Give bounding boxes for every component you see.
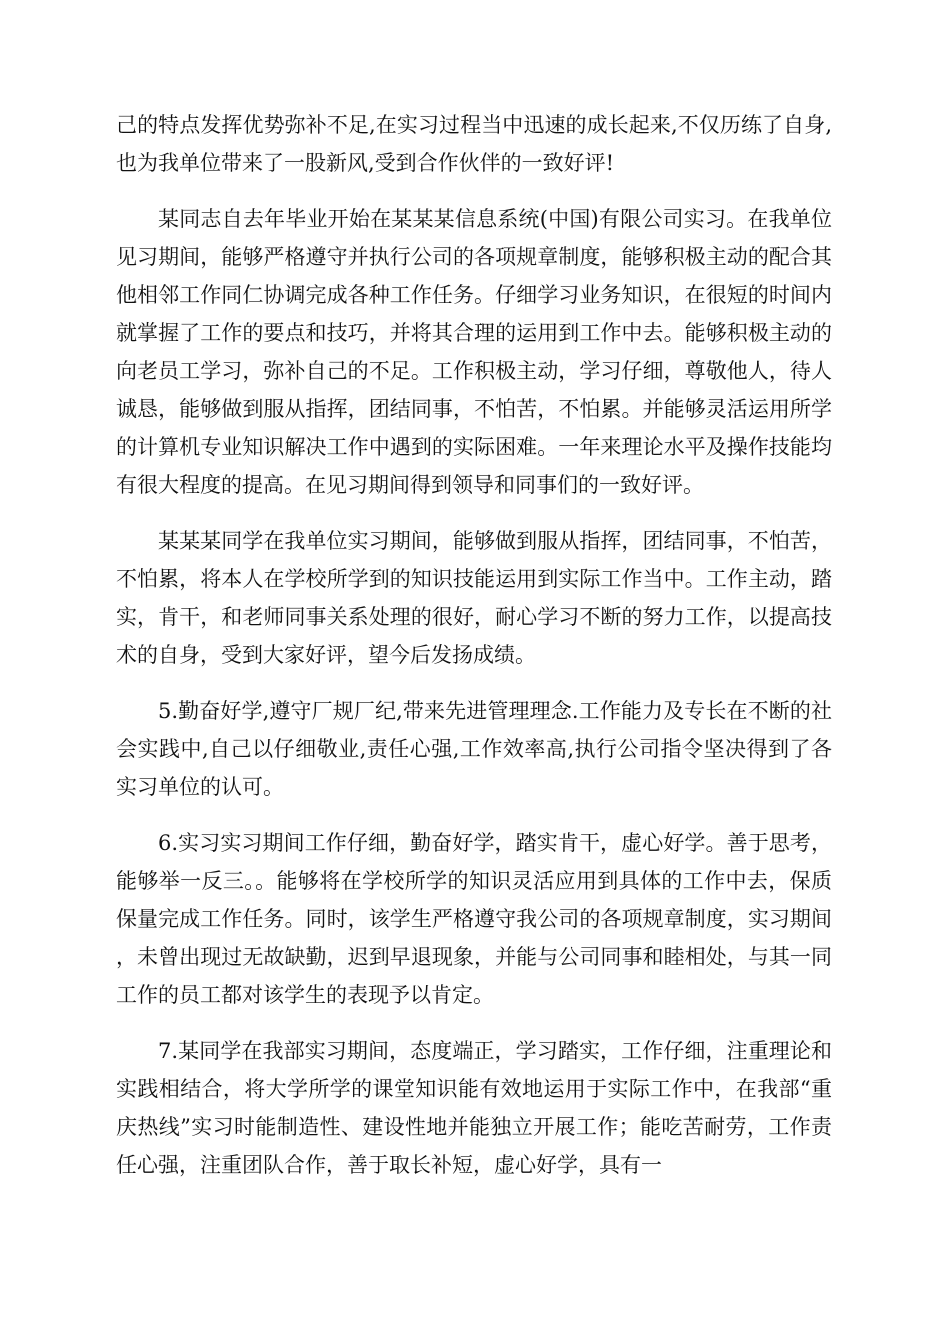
paragraph-evaluation-1: 某同志自去年毕业开始在某某某信息系统(中国)有限公司实习。在我单位见习期间，能够严格遵守并执行公司的各项规章制度，能够积极主动的配合其他相邻工作同仁协调完成各种工作任务。仔细学习业务知识，在很短的时间内就掌握了工作的要点和技巧，并将其合理的运用到工作中去。能够积极主动的向老员工学习，弥补自己的不足。工作积极主动，学习仔细，尊敬他人，待人诚恳，能够做到服从指挥，团结同事，不怕苦，不怕累。并能够灵活运用所学的计算机专业知识解决工作中遇到的实际困难。一年来理论水平及操作技能均有很大程度的提高。在见习期间得到领导和同事们的一致好评。 — [116, 207, 832, 497]
paragraph-item-7: 7.某同学在我部实习期间，态度端正，学习踏实，工作仔细，注重理论和实践相结合，将大学所学的课堂知识能有效地运用于实际工作中，在我部“重庆热线”实习时能制造性、建设性地并能独立开展工作；能吃苦耐劳，工作责任心强，注重团队合作，善于取长补短，虚心好学，具有一 — [116, 1039, 832, 1177]
paragraph-item-5: 5.勤奋好学,遵守厂规厂纪,带来先进管理理念.工作能力及专长在不断的社会实践中,自己以仔细敬业,责任心强,工作效率高,执行公司指令坚决得到了各实习单位的认可。 — [116, 699, 832, 799]
paragraph-evaluation-2: 某某某同学在我单位实习期间，能够做到服从指挥，团结同事，不怕苦，不怕累，将本人在学校所学到的知识技能运用到实际工作当中。工作主动，踏实，肯干，和老师同事关系处理的很好，耐心学习不断的努力工作，以提高技术的自身，受到大家好评，望今后发扬成绩。 — [116, 529, 832, 667]
paragraph-continuation: 己的特点发挥优势弥补不足,在实习过程当中迅速的成长起来,不仅历练了自身,也为我单位带来了一股新风,受到合作伙伴的一致好评! — [116, 113, 832, 175]
document-body — [116, 106, 832, 1202]
paragraph-item-6: 6.实习实习期间工作仔细，勤奋好学，踏实肯干，虚心好学。善于思考，能够举一反三。。能够将在学校所学的知识灵活应用到具体的工作中去，保质保量完成工作任务。同时，该学生严格遵守我公司的各项规章制度，实习期间，未曾出现过无故缺勤，迟到早退现象，并能与公司同事和睦相处，与其一同工作的员工都对该学生的表现予以肯定。 — [116, 831, 832, 1007]
